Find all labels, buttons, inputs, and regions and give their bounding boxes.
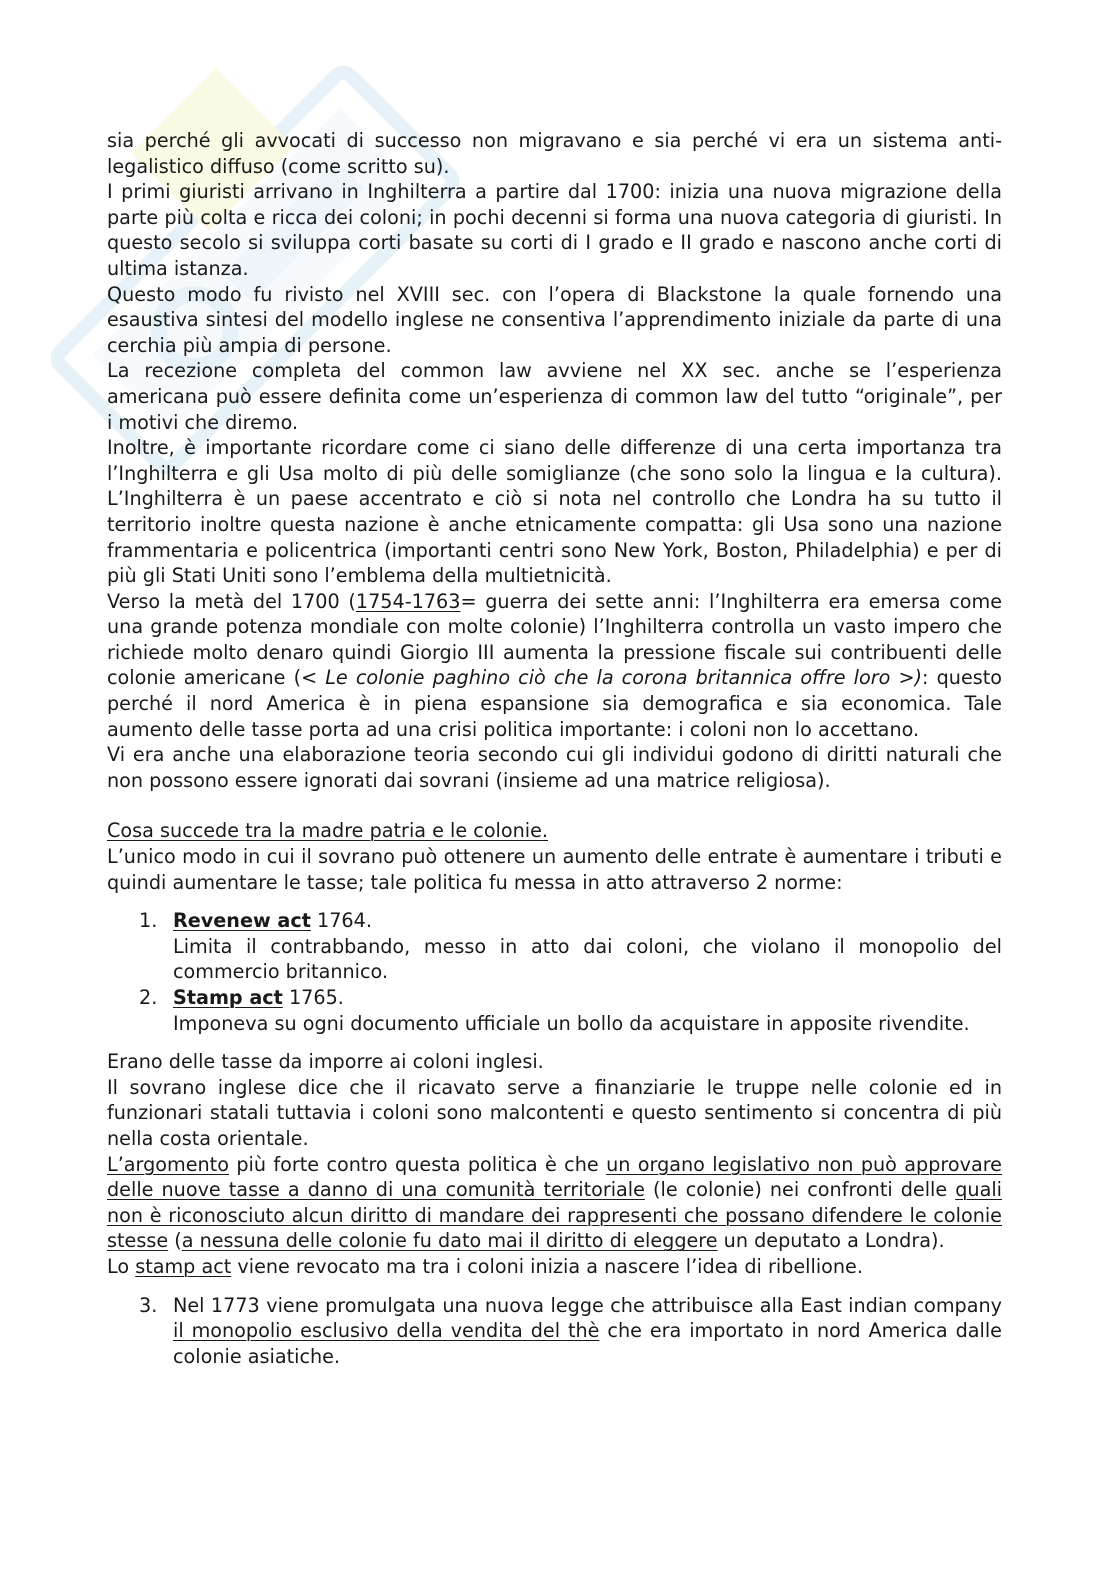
act-name: Revenew act: [173, 909, 311, 933]
paragraph: La recezione completa del common law avviene nel XX sec. anche se l’esperienza americana può essere definita come un’esperienza di common law del tutto “originale”, per i motivi che diremo.: [107, 359, 1002, 434]
document-body: [107, 128, 1002, 1382]
paragraph: Erano delle tasse da imporre ai coloni inglesi.: [107, 1050, 544, 1074]
acts-list-continued: [107, 1293, 1002, 1370]
paragraph: Inoltre, è importante ricordare come ci siano delle differenze di una certa importanza tra l’Inghilterra e gli Usa molto di più delle somiglianze (che sono solo la lingua e la cultura). L’Inghilterra è un paese accentrato e ciò si nota nel controllo che Londra ha su tutto il territorio inoltre questa nazione è anche etnicamente compatta: gli Usa sono una nazione frammentaria e policentrica (importanti centri sono New York, Boston, Philadelphia) e per di più gli Stati Uniti sono l’emblema della multietnicità.: [107, 436, 1002, 588]
paragraph: I primi giuristi arrivano in Inghilterra a partire dal 1700: inizia una nuova migrazione della parte più colta e ricca dei coloni; in pochi decenni si forma una nuova categoria di giuristi. In questo secolo si sviluppa corti basate su corti di I grado e II grado e nascono anche corti di ultima istanza.: [107, 180, 1002, 280]
list-item: 1. Revenew act 1764. Limita il contrabbando, messo in atto dai coloni, che violano il monopolio del commercio britannico.: [139, 909, 1002, 984]
acts-list: [107, 908, 1002, 1036]
argument-paragraph: L’argomento più forte contro questa politica è che un organo legislativo non può approvare delle nuove tasse a danno di una comunità territoriale (le colonie) nei confronti delle quali non è riconosciuto alcun diritto di mandare dei rappresenti che possano difendere le colonie stesse (a nessuna delle colonie fu dato mai il diritto di eleggere un deputato a Londra).: [107, 1152, 1003, 1253]
act-description: Limita il contrabbando, messo in atto dai coloni, che violano il monopolio del commercio britannico.: [173, 934, 1002, 984]
revoked-paragraph: Lo stamp act viene revocato ma tra i coloni inizia a nascere l’idea di ribellione.: [107, 1254, 863, 1278]
war-dates: 1754-1763: [355, 589, 461, 613]
paragraph: Questo modo fu rivisto nel XVIII sec. con l’opera di Blackstone la quale fornendo una esaustiva sintesi del modello inglese ne consentiva l’apprendimento iniziale da parte di una cerchia più ampia di persone.: [107, 282, 1002, 357]
act-name: Stamp act: [173, 986, 283, 1009]
section-title: Cosa succede tra la madre patria e le colonie.: [107, 819, 549, 843]
paragraph: Vi era anche una elaborazione teoria secondo cui gli individui godono di diritti naturali che non possono essere ignorati dai sovrani (insieme ad una matrice religiosa).: [107, 743, 1002, 792]
quote: < Le colonie paghino ciò che la corona britannica offre loro >): [301, 666, 923, 690]
paragraph: Il sovrano inglese dice che il ricavato serve a finanziarie le truppe nelle colonie ed in funzionari statali tuttavia i coloni sono malcontenti e questo sentimento si concentra di più nella costa orientale.: [107, 1075, 1002, 1150]
list-item: 3. Nel 1773 viene promulgata una nuova legge che attribuisce alla East indian company il monopolio esclusivo della vendita del thè che era importato in nord America dalle colonie asiatiche.: [139, 1293, 1002, 1368]
list-item: 2. Stamp act 1765. Imponeva su ogni documento ufficiale un bollo da acquistare in apposite rivendite.: [139, 986, 970, 1035]
act-description: Imponeva su ogni documento ufficiale un bollo da acquistare in apposite rivendite.: [173, 1011, 970, 1035]
war-paragraph: Verso la metà del 1700 (1754-1763= guerra dei sette anni: l’Inghilterra era emersa come una grande potenza mondiale con molte colonie) l’Inghilterra controlla un vasto impero che richiede molto denaro quindi Giorgio III aumenta la pressione fiscale sui contribuenti delle colonie americane (< Le colonie paghino ciò che la corona britannica offre loro >): questo perché il nord America è in piena espansione sia demografica e sia economica. Tale aumento delle tasse porta ad una crisi politica importante: i coloni non lo accettano.: [107, 589, 1003, 741]
paragraph: sia perché gli avvocati di successo non migravano e sia perché vi era un sistema anti-legalistico diffuso (come scritto su).: [107, 129, 1002, 178]
section-intro: L’unico modo in cui il sovrano può ottenere un aumento delle entrate è aumentare i tributi e quindi aumentare le tasse; tale politica fu messa in atto attraverso 2 norme:: [107, 845, 1002, 894]
